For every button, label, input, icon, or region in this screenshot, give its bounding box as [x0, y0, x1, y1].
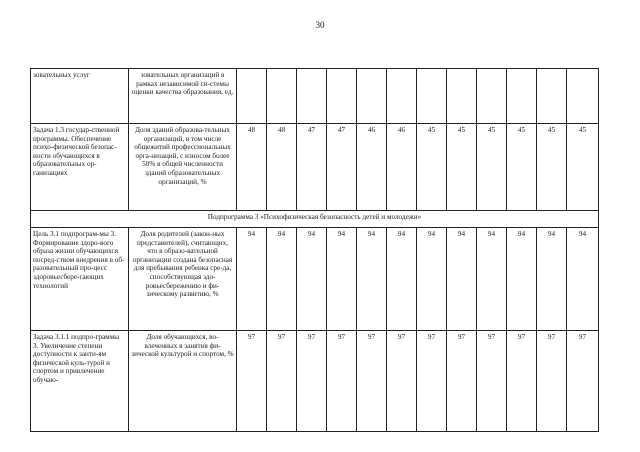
value-cell — [447, 69, 477, 124]
value-cell: 45 — [477, 124, 507, 211]
value-cell: 45 — [447, 124, 477, 211]
value-cell: 94 — [357, 228, 387, 331]
value-cell: 46 — [387, 124, 417, 211]
value-cell — [507, 69, 537, 124]
indicator-cell: зовательных организаций в рамках независимой си-стемы оценки качества образования, ед. — [129, 69, 237, 124]
value-cell: 94 — [537, 228, 567, 331]
value-cell: 97 — [447, 331, 477, 432]
value-cell: 94 — [327, 228, 357, 331]
table-row — [31, 124, 599, 211]
value-cell — [357, 69, 387, 124]
value-cell — [237, 69, 267, 124]
value-cell: 94 — [507, 228, 537, 331]
value-cell: 97 — [387, 331, 417, 432]
value-cell — [327, 69, 357, 124]
indicator-cell: Доля зданий образова-тельных организаций, в том числе общежитий профессиональных орга-низаций, с износом более 50% в общей численности зданий образовательных организаций, % — [129, 124, 237, 211]
value-cell: 97 — [537, 331, 567, 432]
value-cell: 48 — [237, 124, 267, 211]
value-cell: 47 — [297, 124, 327, 211]
goal-cell: Задача 3.1.1 подпро-граммы 3. Увеличение степени доступности к занти-ям физической куль-турой и спортом и привлечение обучаю- — [31, 331, 129, 432]
value-cell: 94 — [267, 228, 297, 331]
value-cell: 97 — [417, 331, 447, 432]
value-cell — [537, 69, 567, 124]
value-cell — [477, 69, 507, 124]
value-cell — [567, 69, 599, 124]
value-cell: 94 — [237, 228, 267, 331]
value-cell — [417, 69, 447, 124]
value-cell: 97 — [507, 331, 537, 432]
value-cell: 97 — [267, 331, 297, 432]
value-cell: 45 — [417, 124, 447, 211]
value-cell: 97 — [327, 331, 357, 432]
value-cell: 45 — [537, 124, 567, 211]
value-cell: 94 — [567, 228, 599, 331]
value-cell — [387, 69, 417, 124]
value-cell: 97 — [567, 331, 599, 432]
value-cell: 46 — [357, 124, 387, 211]
value-cell: 94 — [387, 228, 417, 331]
subprogram-title: Подпрограмма 3 «Психофизическая безопасность детей и молодежи» — [31, 211, 599, 228]
subprogram-row — [31, 211, 599, 228]
value-cell: 97 — [477, 331, 507, 432]
value-cell: 97 — [357, 331, 387, 432]
goal-cell: зовательных услуг — [31, 69, 129, 124]
value-cell: 45 — [507, 124, 537, 211]
goal-cell: Цель 3.1 подпрограм-мы 3. Формирование здоро-вого образа жизни обучающихся посред-ством внедрения в об-разовательный про-цесс здоровьесбере-гающих технологий — [31, 228, 129, 331]
table-row — [31, 331, 599, 432]
indicator-cell: Доля обучающихся, во-влеченных в занятия фи-зической культурой и спортом, % — [129, 331, 237, 432]
value-cell: 97 — [297, 331, 327, 432]
value-cell: 48 — [267, 124, 297, 211]
indicator-cell: Доля родителей (закон-ных представителей), считающих, что в образо-вательной организации создана безопасная для пребывания ребенка сре-да, способствующая здо-ровьесбережению и фи-зическому развитию, % — [129, 228, 237, 331]
value-cell: 97 — [237, 331, 267, 432]
value-cell: 47 — [327, 124, 357, 211]
table-row — [31, 69, 599, 124]
value-cell: 94 — [297, 228, 327, 331]
indicators-table — [30, 68, 599, 432]
value-cell: 94 — [417, 228, 447, 331]
value-cell — [297, 69, 327, 124]
value-cell: 94 — [447, 228, 477, 331]
table-row — [31, 228, 599, 331]
value-cell — [267, 69, 297, 124]
value-cell: 45 — [567, 124, 599, 211]
page-number: 30 — [315, 20, 325, 30]
value-cell: 94 — [477, 228, 507, 331]
goal-cell: Задача 1.3 государ-ственной программы. Обеспечение психо-физической безопас-ности обучающихся в образовательных ор-ганизациях — [31, 124, 129, 211]
